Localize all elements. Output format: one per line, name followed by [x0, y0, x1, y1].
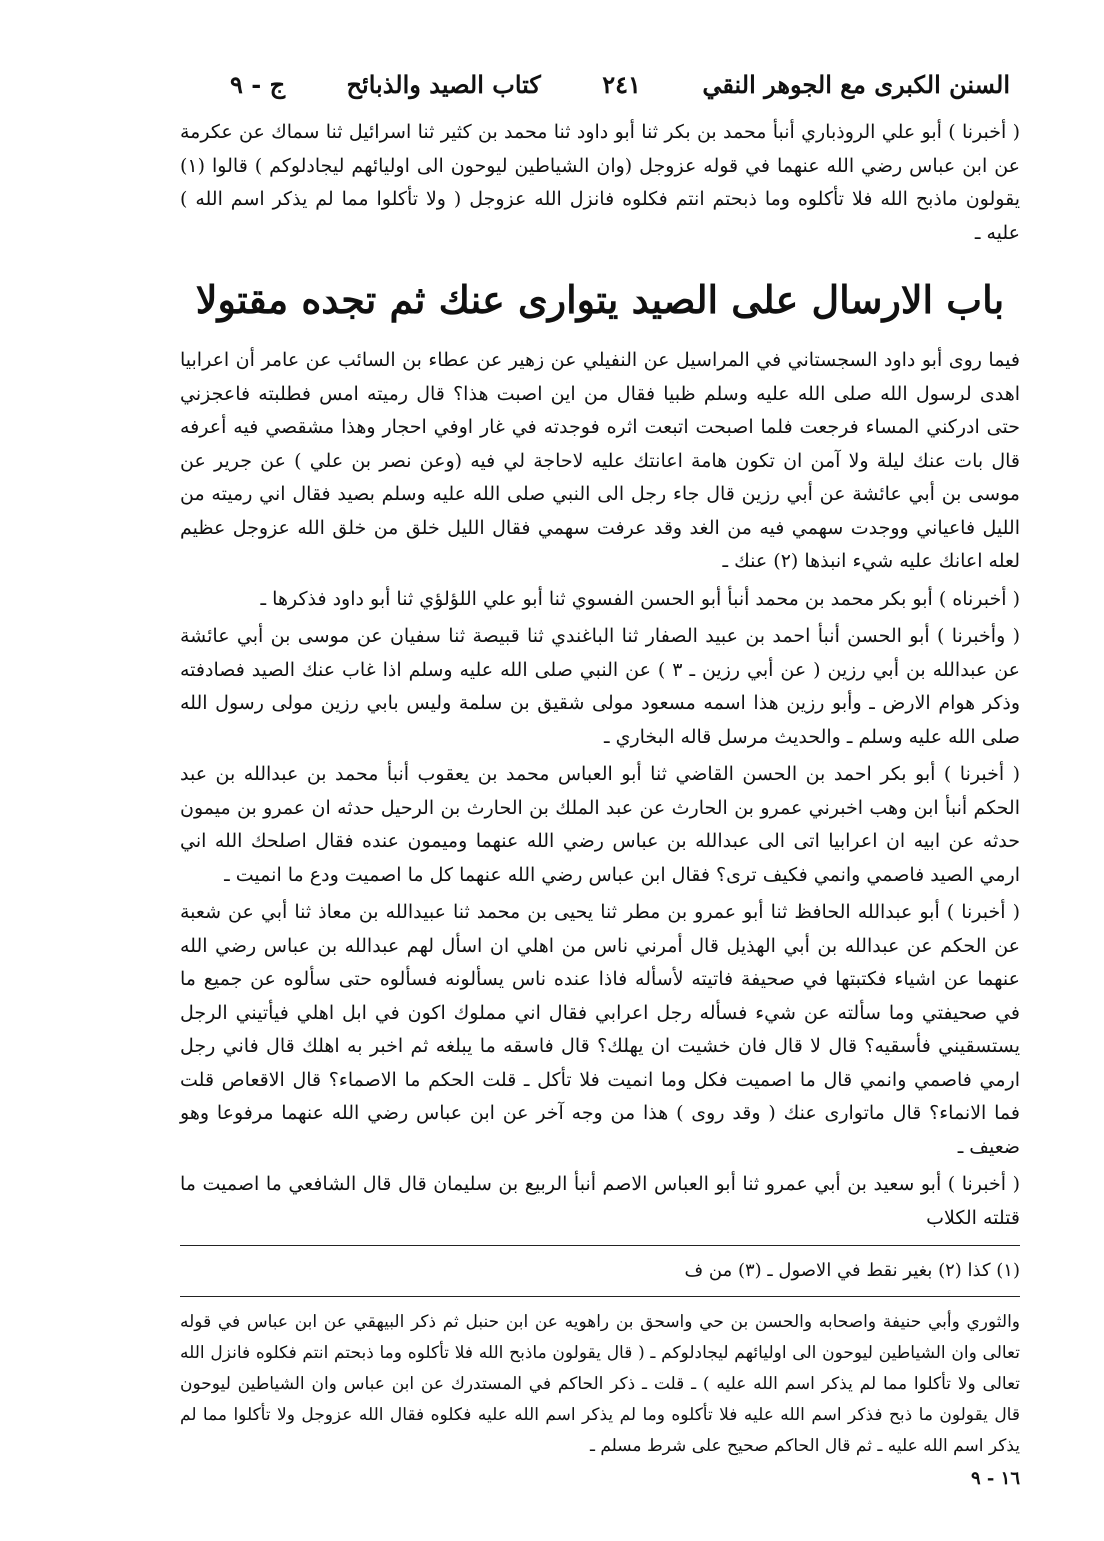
chapter-heading: باب الارسال على الصيد يتوارى عنك ثم تجده مقتولا: [195, 277, 1005, 322]
hadith-paragraph: ( أخبرناه ) أبو بكر محمد بن محمد أنبأ أبو الحسن الفسوي ثنا أبو علي اللؤلؤي ثنا أبو داود فذكرها ـ: [260, 587, 1020, 610]
footnotes: (١) كذا (٢) بغير نقط في الاصول ـ (٣) من ف: [684, 1260, 1020, 1281]
hadith-paragraph: ( وأخبرنا ) أبو الحسن أنبأ احمد بن عبيد الصفار ثنا الباغندي ثنا قبيصة ثنا سفيان عن موسى بن أبي عائشة عن عبدالله بن أبي رزين ( عن أبي رزين ـ ٣ ) عن النبي صلى الله عليه وسلم اذا غاب عنك الصيد فصادفته وذكر هوام الارض ـ وأبو رزين هذا اسمه مسعود مولى شقيق بن سلمة وليس بابي رزين مولى رسول الله صلى الله عليه وسلم ـ والحديث مرسل قاله البخاري ـ: [180, 625, 1021, 748]
commentary-text: والثوري وأبي حنيفة واصحابه والحسن بن حي واسحق بن راهويه عن ابن حنبل ثم ذكر البيهقي عن ابن عباس في قوله تعالى وان الشياطين ليوحون الى اوليائهم ليجادلوكم ـ ( قال يقولون ماذبح الله فلا تأكلوه وما ذبحتم انتم فكلوه فانزل الله تعالى ولا تأكلوا مما لم يذكر اسم الله عليه ) ـ قلت ـ ذكر الحاكم في المستدرك عن ابن عباس وان الشياطين ليوحون قال يقولون ما ذبح فذكر اسم الله عليه فلا تأكلوه وما لم يذكر اسم الله عليه فكلوه فقال الله عزوجل ولا تأكلوا مما لم يذكر اسم الله عليه ـ ثم قال الحاكم صحيح على شرط مسلم ـ: [180, 1312, 1020, 1456]
commentary-divider: [180, 1296, 1020, 1297]
document-page: [180, 70, 1020, 1489]
running-header: [180, 70, 1020, 116]
volume-label: ج - ٩: [230, 70, 286, 99]
signature-mark: ١٦ - ٩: [970, 1468, 1020, 1489]
chapter-title: كتاب الصيد والذبائح: [346, 70, 541, 99]
footnote-divider: [180, 1245, 1020, 1246]
hadith-paragraph: ( أخبرنا ) أبو سعيد بن أبي عمرو ثنا أبو العباس الاصم أنبأ الربيع بن سليمان قال قال الشافعي ما اصميت ما قتلته الكلاب: [180, 1173, 1020, 1229]
hadith-paragraph: ( أخبرنا ) أبو عبدالله الحافظ ثنا أبو عمرو بن مطر ثنا يحيى بن محمد ثنا عبيدالله بن معاذ ثنا أبي عن شعبة عن الحكم عن عبدالله بن أبي الهذيل قال أمرني ناس من اهلي ان اسأل لهم عبدالله بن عباس رضي الله عنهما عن اشياء فكتبتها في صحيفة فاتيته لأسأله فاذا عنده ناس يسألونه فسألوه حتى سألوه عن جميع ما في صحيفتي وما سألته عن شيء فسأله رجل اعرابي فقال اني مملوك اكون في ابل اهلي فيأتيني الرجل يستسقيني فأسقيه؟ قال لا قال فان خشيت ان يهلك؟ قال فاسقه ما يبلغه ثم اخبر به اهلك قال فاني رجل ارمي فاصمي وانمي قال ما اصميت فكل وما انميت فلا تأكل ـ قلت الحكم ما الاصماء؟ قال الاقعاص قلت فما الانماء؟ قال ماتوارى عنك ( وقد روى ) هذا من وجه آخر عن ابن عباس رضي الله عنهما مرفوعا وهو ضعيف ـ: [180, 901, 1020, 1158]
intro-paragraph: ( أخبرنا ) أبو علي الروذباري أنبأ محمد بن بكر ثنا أبو داود ثنا محمد بن كثير ثنا اسرائيل ثنا سماك عن عكرمة عن ابن عباس رضي الله عنهما في قوله عزوجل (وان الشياطين ليوحون الى اوليائهم ليجادلوكم ) قالوا (١) يقولون ماذبح الله فلا تأكلوه وما ذبحتم انتم فكلوه فانزل الله عزوجل ( ولا تأكلوا مما لم يذكر اسم الله ) عليه ـ: [180, 121, 1020, 244]
book-title: السنن الكبرى مع الجوهر النقي: [702, 70, 1010, 99]
page-number: ٢٤١: [602, 70, 641, 99]
hadith-paragraph: ( أخبرنا ) أبو بكر احمد بن الحسن القاضي ثنا أبو العباس محمد بن يعقوب أنبأ محمد بن عبدالله بن عبد الحكم أنبأ ابن وهب اخبرني عمرو بن الحارث عن عبد الملك بن الحارث بن الرحيل حدثه ان عمرو بن ميمون حدثه عن ابيه ان اعرابيا اتى الى عبدالله بن عباس رضي الله عنهما وميمون عنده فقال اصلحك الله اني ارمي الصيد فاصمي وانمي فكيف ترى؟ فقال ابن عباس رضي الله عنهما كل ما اصميت ودع ما انميت ـ: [180, 763, 1020, 886]
hadith-paragraph: فيما روى أبو داود السجستاني في المراسيل عن النفيلي عن زهير عن عطاء بن السائب عن عامر أن اعرابيا اهدى لرسول الله صلى الله عليه وسلم ظبيا فقال من اين اصبت هذا؟ قال رميته امس فطلبته فاعجزني حتى ادركني المساء فرجعت فلما اصبحت اتبعت اثره فوجدته في غار اوفي احجار وهذا مشقصي فيه أعرفه قال بات عنك ليلة ولا آمن ان تكون هامة اعانتك عليه لاحاجة لي فيه (وعن نصر بن علي ) عن جرير عن موسى بن أبي عائشة عن أبي رزين قال جاء رجل الى النبي صلى الله عليه وسلم بصيد فقال اني رميته من الليل فاعياني ووجدت سهمي فيه من الغد وقد عرفت سهمي فقال الليل خلق من خلق الله عزوجل عظيم لعله اعانك عليه شيء انبذها (٢) عنك ـ: [180, 349, 1020, 572]
